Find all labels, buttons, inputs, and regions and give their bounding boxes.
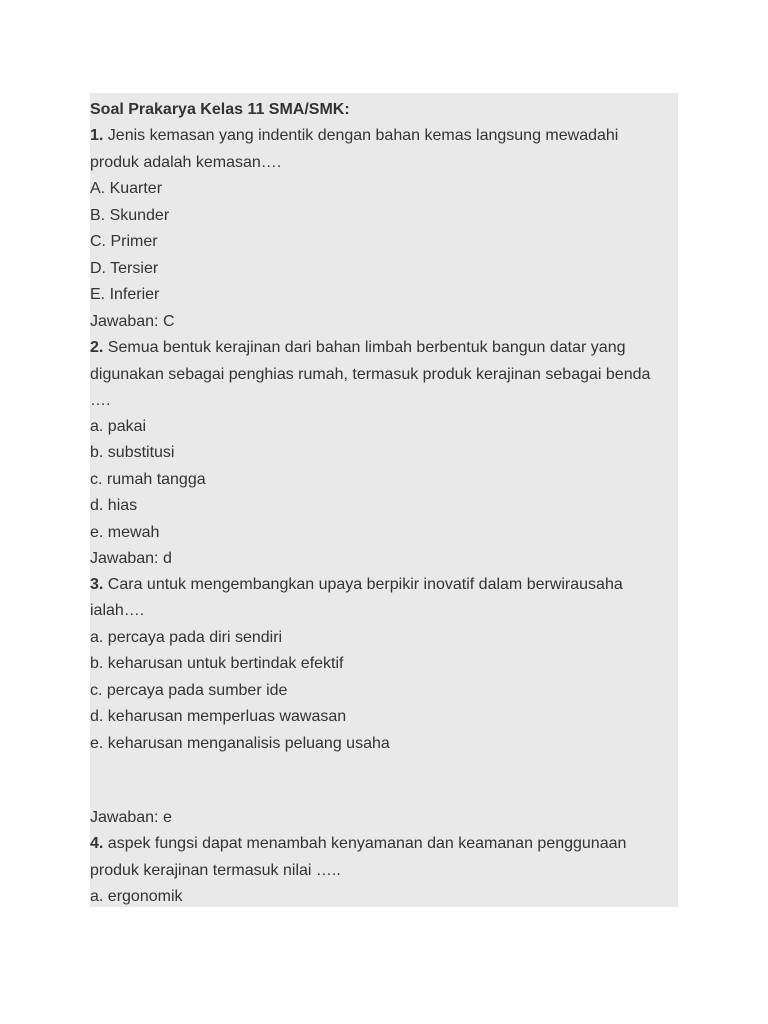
question-1-line-1 bbox=[90, 123, 618, 149]
option-item: C. Primer bbox=[90, 233, 158, 250]
answer-line: Jawaban: d bbox=[90, 550, 172, 567]
option-item: D. Tersier bbox=[90, 260, 159, 277]
question-text: aspek fungsi dapat menambah kenyamanan dan keamanan penggunaan bbox=[103, 835, 627, 852]
question-number: 3. bbox=[90, 576, 104, 593]
option-item: b. substitusi bbox=[90, 444, 175, 461]
question-2-line-2: digunakan sebagai penghias rumah, termasuk produk kerajinan sebagai benda bbox=[90, 366, 651, 383]
answer-line: Jawaban: C bbox=[90, 313, 175, 330]
option-item: d. hias bbox=[90, 497, 138, 514]
page-title: Soal Prakarya Kelas 11 SMA/SMK: bbox=[90, 101, 350, 118]
option-item: e. mewah bbox=[90, 524, 160, 541]
question-number: 1. bbox=[90, 127, 104, 144]
option-item: E. Inferier bbox=[90, 286, 160, 303]
option-item: B. Skunder bbox=[90, 207, 170, 224]
question-number: 4. bbox=[90, 835, 104, 852]
option-item: a. pakai bbox=[90, 418, 147, 435]
question-number: 2. bbox=[90, 339, 104, 356]
content-block bbox=[90, 93, 678, 907]
question-1-line-2: produk adalah kemasan…. bbox=[90, 154, 282, 171]
question-3-line-1 bbox=[90, 572, 623, 598]
option-item: a. ergonomik bbox=[90, 888, 183, 905]
option-item: e. keharusan menganalisis peluang usaha bbox=[90, 735, 390, 752]
question-text: Semua bentuk kerajinan dari bahan limbah berbentuk bangun datar yang bbox=[103, 339, 626, 356]
question-2-line-3: …. bbox=[90, 392, 111, 409]
question-2-line-1 bbox=[90, 335, 625, 361]
option-item: c. percaya pada sumber ide bbox=[90, 682, 288, 699]
question-4-line-2: produk kerajinan termasuk nilai ….. bbox=[90, 862, 341, 879]
option-item: b. keharusan untuk bertindak efektif bbox=[90, 655, 344, 672]
option-item: A. Kuarter bbox=[90, 180, 163, 197]
question-text: Jenis kemasan yang indentik dengan bahan kemas langsung mewadahi bbox=[103, 127, 619, 144]
option-item: a. percaya pada diri sendiri bbox=[90, 629, 283, 646]
option-item: c. rumah tangga bbox=[90, 471, 206, 488]
question-3-line-2: ialah…. bbox=[90, 602, 145, 619]
question-4-line-1 bbox=[90, 831, 626, 857]
option-item: d. keharusan memperluas wawasan bbox=[90, 708, 347, 725]
answer-line: Jawaban: e bbox=[90, 809, 172, 826]
question-text: Cara untuk mengembangkan upaya berpikir inovatif dalam berwirausaha bbox=[103, 576, 623, 593]
